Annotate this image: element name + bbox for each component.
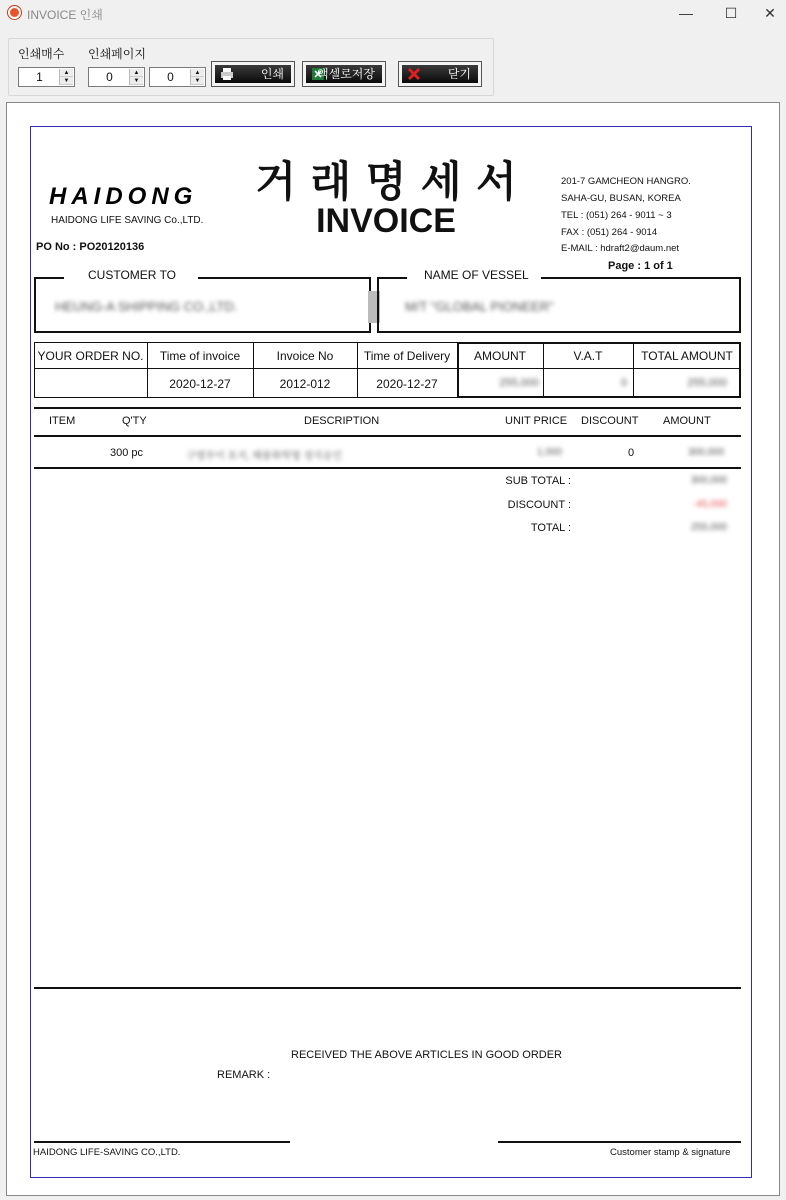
close-label: 닫기 [447,67,471,81]
save-excel-button[interactable] [302,61,386,87]
window-title: INVOICE 인쇄 [27,8,103,22]
total-value: 255,000 [690,522,727,533]
page-info: Page : 1 of 1 [608,260,673,272]
print-label: 인쇄 [260,67,284,81]
total-label: TOTAL : [530,522,571,534]
col-description: DESCRIPTION [304,415,380,427]
header-vat: V.A.T [573,349,603,363]
value-time-of-delivery: 2020-12-27 [376,377,438,391]
received-text: RECEIVED THE ABOVE ARTICLES IN GOOD ORDER [291,1049,562,1061]
spin-up-icon[interactable]: ▲ [60,69,73,77]
app-lifebuoy-icon [8,6,21,19]
spin-up-icon[interactable]: ▲ [191,69,204,77]
header-your-order: YOUR ORDER NO. [37,349,144,363]
footer-company: HAIDONG LIFE-SAVING CO.,LTD. [33,1147,181,1158]
header-total-amount: TOTAL AMOUNT [641,349,733,363]
close-button[interactable] [398,61,482,87]
pages-label: 인쇄페이지 [88,47,146,61]
value-time-of-invoice: 2020-12-27 [169,377,231,391]
discount-value: -45,000 [693,499,727,510]
footer-signature: Customer stamp & signature [610,1147,731,1158]
invoice-page [30,126,752,1178]
po-number: PO No : PO20120136 [36,241,145,253]
report-viewer[interactable] [6,102,780,1196]
header-time-of-delivery: Time of Delivery [363,349,451,363]
company-name: HAIDONG LIFE SAVING Co.,LTD. [51,215,204,226]
close-x-icon [407,67,421,81]
sub-total-value: 300,000 [690,475,727,486]
save-excel-label: 액셀로저장 [317,67,375,81]
page-from-value[interactable]: 0 [106,70,113,84]
telephone: TEL : (051) 264 - 9011 ~ 3 [561,210,672,221]
col-item: ITEM [49,415,76,427]
copies-stepper[interactable] [18,67,75,87]
page-to-value[interactable]: 0 [167,70,174,84]
title-korean: 거 래 명 세 서 [255,157,517,206]
item-description: 구명부이 표지, 해룡화학형 정식승인 [186,451,343,462]
header-amount: AMOUNT [474,349,526,363]
col-amount: AMOUNT [663,415,711,427]
sub-total-label: SUB TOTAL : [505,475,571,487]
copies-label: 인쇄매수 [18,47,65,61]
value-vat: 0 [620,377,627,389]
remark-label: REMARK : [217,1069,271,1081]
minimize-button[interactable]: — [679,5,693,21]
vessel-label: NAME OF VESSEL [424,268,529,282]
value-total-amount: 255,000 [687,377,727,389]
col-discount: DISCOUNT [581,415,639,427]
address-line1: 201-7 GAMCHEON HANGRO. [561,176,691,187]
fax: FAX : (051) 264 - 9014 [561,227,658,238]
spin-down-icon[interactable]: ▼ [60,77,73,85]
page-from-stepper[interactable] [88,67,145,87]
print-button[interactable] [211,61,295,87]
spin-down-icon[interactable]: ▼ [191,77,204,85]
value-amount: 255,000 [499,377,539,389]
col-qty: Q'TY [122,415,147,427]
customer-label: CUSTOMER TO [88,268,177,282]
print-toolbar [8,38,494,96]
address-line2: SAHA-GU, BUSAN, KOREA [561,193,681,204]
header-invoice-no: Invoice No [276,349,334,363]
item-unit-price: 1,000 [537,447,563,458]
printer-icon [220,67,234,81]
spin-down-icon[interactable]: ▼ [130,77,143,85]
page-to-stepper[interactable] [149,67,206,87]
title-bar [0,0,786,26]
item-qty: 300 pc [110,447,144,459]
customer-value: HEUNG-A SHIPPING CO.,LTD. [55,299,238,314]
discount-label: DISCOUNT : [507,499,571,511]
item-amount: 300,000 [688,447,725,458]
col-unit-price: UNIT PRICE [505,415,568,427]
maximize-button[interactable]: ☐ [724,5,738,21]
copies-value[interactable]: 1 [36,70,43,84]
value-invoice-no: 2012-012 [279,377,331,391]
header-time-of-invoice: Time of invoice [159,349,241,363]
close-window-button[interactable]: ✕ [764,5,776,21]
company-logo: HAIDONG [49,183,198,210]
vessel-value: M/T "GLOBAL PIONEER" [405,299,554,314]
title-english: INVOICE [316,202,456,240]
spin-up-icon[interactable]: ▲ [130,69,143,77]
item-discount: 0 [628,447,635,459]
email: E-MAIL : hdraft2@daum.net [561,243,680,254]
